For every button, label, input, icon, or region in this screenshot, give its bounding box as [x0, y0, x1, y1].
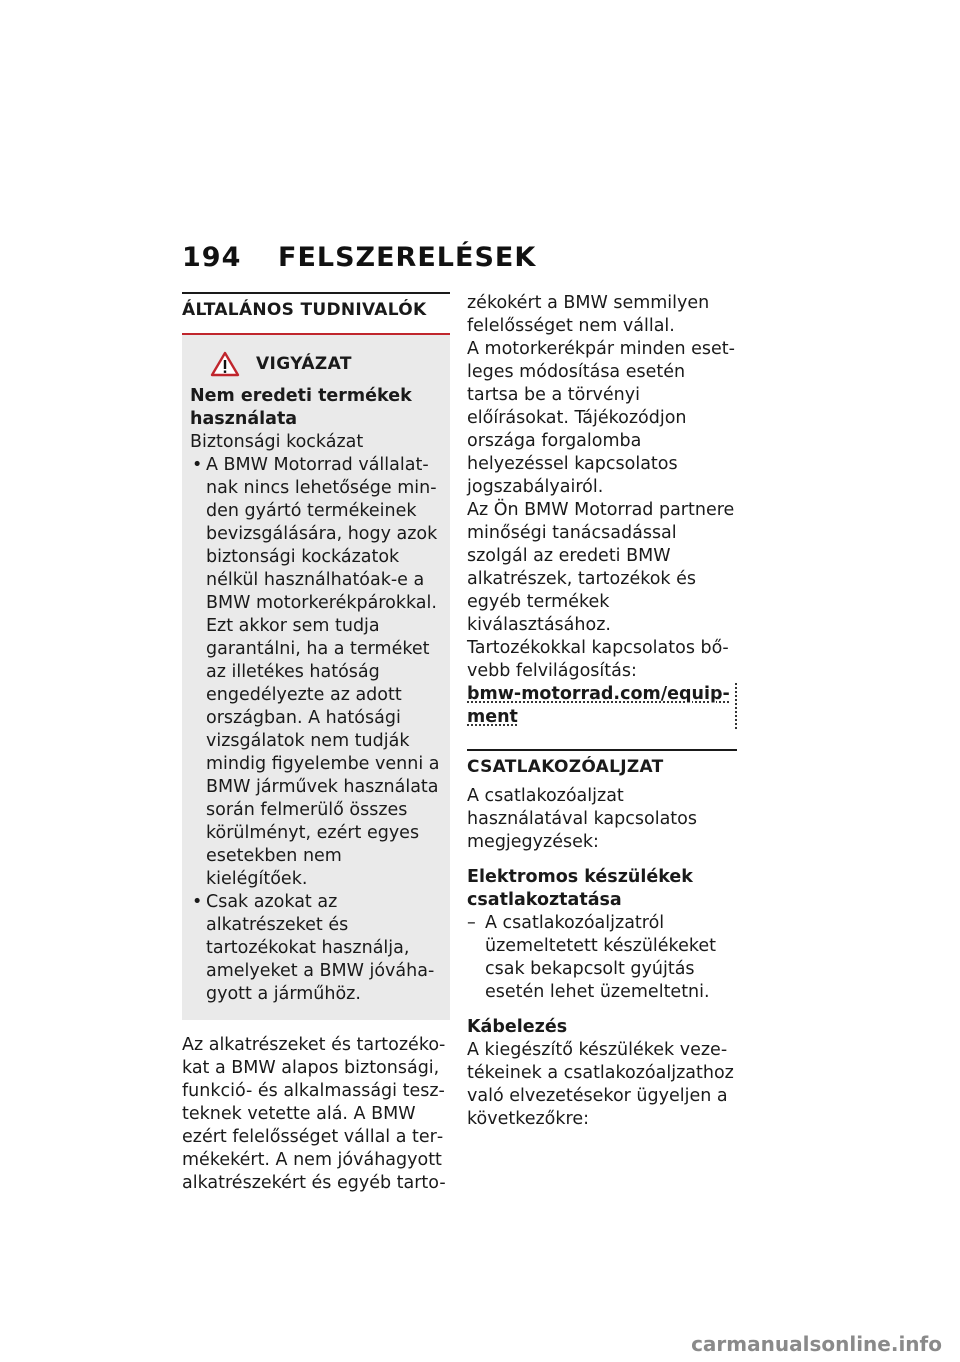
warning-box: [182, 335, 450, 1020]
warning-title: VIGYÁZAT: [256, 353, 352, 374]
accessories-link-cont[interactable]: ment: [467, 707, 518, 727]
warning-triangle-icon: [210, 351, 240, 377]
paragraph-partner: Az Ön BMW Motorrad partnere minőségi tanácsadással szolgál az eredeti BMW alkatrészek, tartozékok és egyéb termékek kiválasztásához.: [467, 500, 735, 635]
socket-intro: A csatlakozóaljzat használatával kapcsolatos megjegyzések:: [467, 786, 697, 852]
electrical-item: – A csatlakozóaljzatról üzemeltetett készülékeket csak bekapcsolt gyújtás esetén lehet üzemeltetni.: [467, 912, 737, 1004]
paragraph-continuation: zékokért a BMW semmilyen felelősséget nem vállal.: [467, 293, 710, 336]
paragraph-modifications: A motorkerékpár minden esetleges módosítása esetén tartsa be a törvényi előírásokat. Tájékozódjon országa forgalomba helyezéssel kapcsolatos jogszabályairól.: [467, 339, 735, 497]
warning-bullet: • Csak azokat az alkatrészeket és tartozékokat használja, amelyeket a BMW jóváhagyott a járműhöz.: [190, 891, 442, 1006]
section-title-general: ÁLTALÁNOS TUDNIVALÓK: [182, 292, 450, 322]
left-column: [182, 292, 450, 1195]
page-number: 194: [182, 242, 242, 273]
right-column: [467, 292, 737, 1131]
accessories-link[interactable]: bmw-motorrad.com/equip-: [467, 684, 730, 704]
link-box: [467, 683, 737, 729]
warning-title-row: [210, 351, 442, 377]
paragraph-parts: Az alkatrészeket és tartozékokat a BMW alapos biztonsági, funkció- és alkalmassági teszteknek vetette alá. A BMW ezért felelősséget vállal a termékekért. A nem jóváhagyott alkatrészekért és egyéb tarto-: [182, 1035, 446, 1193]
warning-bullet: • A BMW Motorrad vállalatnak nincs lehetősége minden gyártó termékeinek bevizsgálására, hogy azok biztonsági kockázatok nélkül használhatóak-e a BMW motorkerékpárokkal. Ezt akkor sem tudja garantálni, ha a terméket az illetékes hatóság engedélyezte az adott országban. A hatósági vizsgálatok nem tudják mindig figyelembe venni a BMW járművek használata során felmerülő összes körülményt, ezért egyes esetekben nem kielégítőek.: [190, 454, 442, 891]
chapter-title: FELSZERELÉSEK: [278, 242, 537, 273]
cabling-text: A kiegészítő készülékek vezetékeinek a csatlakozóaljzathoz való elvezetésekor ügyeljen a következőkre:: [467, 1040, 734, 1129]
warning-heading: Nem eredeti termékek használata: [190, 386, 412, 429]
sub-heading-cabling: Kábelezés: [467, 1017, 568, 1037]
warning-subheading: Biztonsági kockázat: [190, 432, 364, 452]
section-divider: [182, 322, 450, 335]
page-header: [182, 242, 536, 273]
sub-heading-electrical: Elektromos készülékek csatlakoztatása: [467, 867, 693, 910]
watermark: carmanualsonline.info: [691, 1332, 942, 1356]
warning-bullets: [190, 454, 442, 1006]
section-title-socket: CSATLAKOZÓALJZAT: [467, 749, 737, 779]
socket-section: [467, 749, 737, 1131]
electrical-list: [467, 912, 737, 1004]
paragraph-info: Tartozékokkal kapcsolatos bővebb felvilágosítás:: [467, 638, 729, 681]
